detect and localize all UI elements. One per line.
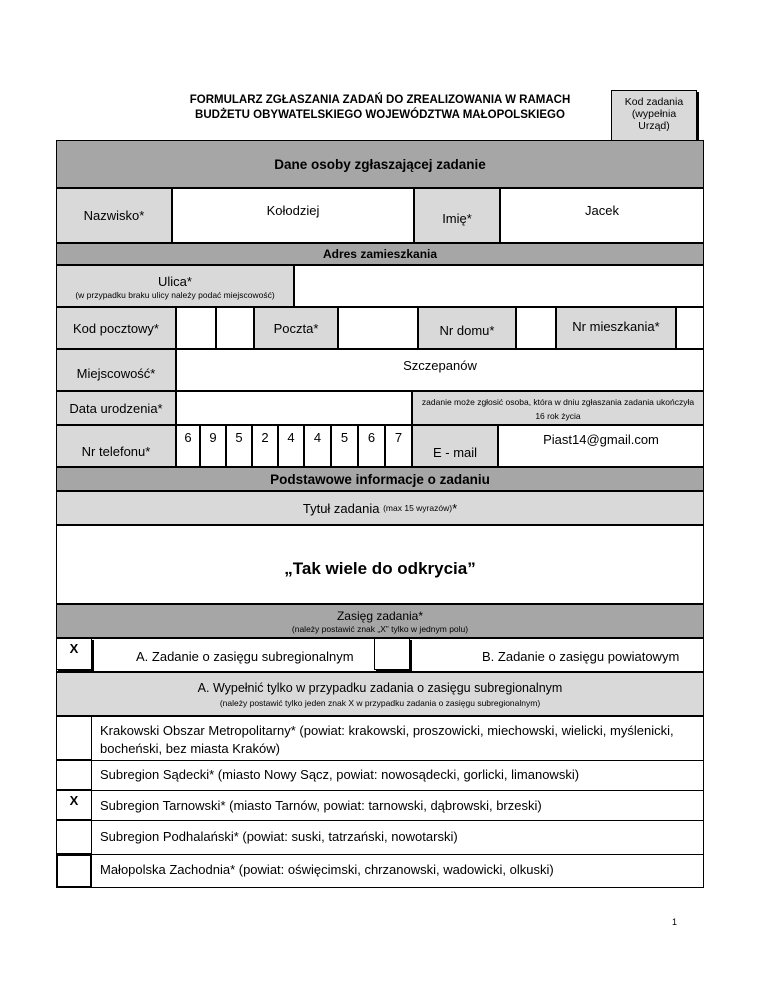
postal-code-label: Kod pocztowy* — [56, 307, 176, 349]
option-a-label: A. Zadanie o zasięgu subregionalnym — [136, 649, 354, 664]
scope-label-cell — [56, 604, 704, 638]
option-b-label: B. Zadanie o zasięgu powiatowym — [482, 649, 680, 664]
region-divider — [92, 820, 704, 821]
region-5-label: Małopolska Zachodnia* (powiat: oświęcimski, chrzanowski, wadowicki, olkuski) — [100, 862, 554, 877]
town-label: Miejscowość* — [56, 349, 176, 391]
subregional-heading: A. Wypełnić tylko w przypadku zadania o zasięgu subregionalnym — [197, 681, 563, 695]
phone-digit-7[interactable]: 5 — [331, 425, 358, 467]
region-divider — [92, 760, 704, 761]
form-title-line2: BUDŻETU OBYWATELSKIEGO WOJEWÓDZTWA MAŁOPOLSKIEGO — [195, 109, 565, 121]
task-title-label-cell — [56, 491, 704, 525]
email-label: E - mail — [412, 425, 498, 467]
region-3-label: Subregion Tarnowski* (miasto Tarnów, powiat: tarnowski, dąbrowski, brzeski) — [100, 798, 542, 813]
first-name-field[interactable]: Jacek — [500, 188, 704, 243]
surname-field[interactable]: Kołodziej — [172, 188, 414, 243]
post-office-label: Poczta* — [254, 307, 338, 349]
phone-digit-5[interactable]: 4 — [278, 425, 304, 467]
option-a-checkbox[interactable]: X — [56, 638, 92, 670]
street-field[interactable] — [294, 265, 704, 307]
task-code-label-1: Kod zadania — [624, 96, 684, 108]
street-note: (w przypadku braku ulicy należy podać miejscowość) — [75, 290, 275, 300]
phone-label: Nr telefonu* — [56, 425, 176, 467]
street-label: Ulica* — [158, 274, 192, 289]
region-2-label: Subregion Sądecki* (miasto Nowy Sącz, powiat: nowosądecki, gorlicki, limanowski) — [100, 767, 580, 782]
form-title — [140, 93, 620, 123]
street-label-cell — [56, 265, 294, 307]
region-divider — [92, 854, 704, 855]
region-4-checkbox[interactable] — [56, 820, 92, 854]
region-4-label: Subregion Podhalański* (powiat: suski, tatrzański, nowotarski) — [100, 829, 458, 844]
house-number-field[interactable] — [516, 307, 556, 349]
phone-digit-9[interactable]: 7 — [385, 425, 412, 467]
address-section-heading: Adres zamieszkania — [56, 243, 704, 265]
task-title-note: (max 15 wyrazów) — [383, 503, 453, 513]
birth-date-note — [412, 391, 704, 425]
post-office-field[interactable] — [338, 307, 418, 349]
region-1-line1: Krakowski Obszar Metropolitarny* (powiat: krakowski, proszowicki, miechowski, wielicki, myślenicki, — [100, 723, 674, 738]
house-number-label: Nr domu* — [418, 307, 516, 349]
page-number: 1 — [672, 917, 678, 927]
first-name-label: Imię* — [414, 188, 500, 243]
task-title-field[interactable]: „Tak wiele do odkrycia” — [56, 525, 704, 604]
birth-date-field[interactable] — [176, 391, 412, 425]
region-2-checkbox[interactable] — [56, 760, 92, 790]
task-code-label-2: (wypełnia — [631, 108, 677, 120]
region-1-line2: bocheński, bez miasta Kraków) — [100, 741, 280, 756]
option-b-checkbox[interactable] — [374, 638, 410, 670]
form-title-line1: FORMULARZ ZGŁASZANIA ZADAŃ DO ZREALIZOWANIA W RAMACH — [189, 94, 571, 106]
region-3-checkbox[interactable]: X — [56, 790, 92, 820]
region-1-label — [100, 722, 700, 758]
postal-code-field-2[interactable] — [216, 307, 254, 349]
task-title-label: Tytuł zadania — [302, 500, 380, 516]
phone-digit-3[interactable]: 5 — [226, 425, 252, 467]
apartment-number-field[interactable] — [676, 307, 704, 349]
task-title-star: * — [452, 500, 458, 516]
phone-digit-4[interactable]: 2 — [252, 425, 278, 467]
region-5-checkbox[interactable] — [56, 854, 92, 888]
phone-digit-8[interactable]: 6 — [358, 425, 385, 467]
subregional-heading-cell — [56, 672, 704, 716]
birth-date-label: Data urodzenia* — [56, 391, 176, 425]
task-section-heading: Podstawowe informacje o zadaniu — [56, 467, 704, 491]
task-code-label-3: Urząd) — [638, 120, 670, 132]
region-divider — [92, 790, 704, 791]
phone-digit-6[interactable]: 4 — [304, 425, 331, 467]
apartment-number-label: Nr mieszkania* — [556, 307, 676, 349]
town-field[interactable]: Szczepanów — [176, 349, 704, 391]
surname-label: Nazwisko* — [56, 188, 172, 243]
email-field[interactable]: Piast14@gmail.com — [498, 425, 704, 467]
phone-digit-1[interactable]: 6 — [176, 425, 200, 467]
region-1-checkbox[interactable] — [56, 716, 92, 760]
birth-date-note-line1: zadanie może zgłosić osoba, która w dniu zgłaszania zadania ukończyła — [421, 397, 695, 407]
birth-date-note-line2: 16 rok życia — [535, 411, 581, 421]
phone-digit-2[interactable]: 9 — [200, 425, 226, 467]
scope-label: Zasięg zadania* — [336, 609, 424, 623]
subregional-note: (należy postawić tylko jeden znak X w przypadku zadania o zasięgu subregionalnym) — [219, 698, 541, 708]
scope-note: (należy postawić znak „X” tylko w jednym polu) — [291, 624, 469, 634]
postal-code-field-1[interactable] — [176, 307, 216, 349]
person-section-heading: Dane osoby zgłaszającej zadanie — [56, 140, 704, 188]
